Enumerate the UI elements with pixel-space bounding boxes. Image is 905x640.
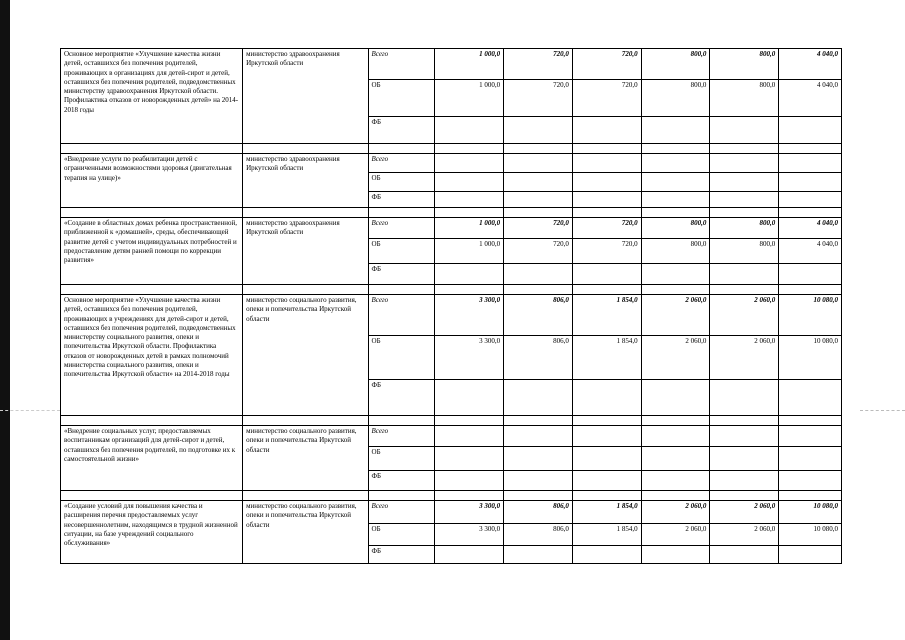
amount-cell: 2 060,0 — [641, 295, 710, 336]
funding-source: ФБ — [368, 471, 435, 491]
amount-cell — [572, 380, 641, 416]
amount-cell — [779, 192, 842, 208]
empty-cell — [368, 416, 435, 426]
amount-cell: 720,0 — [572, 218, 641, 239]
amount-cell — [572, 264, 641, 285]
activity-description: «Внедрение социальных услуг, предоставляемых воспитанникам организаций для детей-сирот и детей, оставшихся без попечения родителей, по подготовке их к самостоятельной жизни» — [61, 426, 243, 491]
empty-cell — [368, 285, 435, 295]
amount-cell — [572, 117, 641, 144]
empty-cell — [710, 208, 779, 218]
amount-cell: 1 000,0 — [435, 49, 504, 80]
table-row — [61, 218, 842, 239]
funding-source: Всего — [368, 154, 435, 173]
amount-cell: 1 854,0 — [572, 295, 641, 336]
amount-cell — [710, 546, 779, 564]
funding-source: ОБ — [368, 447, 435, 471]
amount-cell: 4 040,0 — [779, 239, 842, 264]
empty-cell — [641, 144, 710, 154]
amount-cell: 806,0 — [504, 295, 573, 336]
funding-source: ОБ — [368, 524, 435, 546]
amount-cell: 1 854,0 — [572, 524, 641, 546]
amount-cell — [572, 154, 641, 173]
amount-cell — [710, 380, 779, 416]
amount-cell — [779, 380, 842, 416]
amount-cell — [504, 264, 573, 285]
amount-cell — [504, 471, 573, 491]
amount-cell: 806,0 — [504, 336, 573, 380]
amount-cell — [435, 192, 504, 208]
activity-description: «Создание условий для повышения качества и расширения перечня предоставляемых услуг несовершеннолетним, находящимся в трудной жизненной ситуации, на базе учреждений социального обслуживания» — [61, 501, 243, 564]
amount-cell: 806,0 — [504, 524, 573, 546]
amount-cell — [641, 426, 710, 447]
amount-cell — [504, 447, 573, 471]
amount-cell — [710, 192, 779, 208]
amount-cell — [641, 117, 710, 144]
amount-cell — [641, 154, 710, 173]
amount-cell: 720,0 — [572, 49, 641, 80]
empty-cell — [243, 285, 368, 295]
amount-cell — [641, 447, 710, 471]
responsible-organization: министерство социального развития, опеки и попечительства Иркутской области — [243, 426, 368, 491]
responsible-organization: министерство социального развития, опеки и попечительства Иркутской области — [243, 501, 368, 564]
amount-cell — [504, 154, 573, 173]
empty-cell — [435, 416, 504, 426]
amount-cell — [572, 546, 641, 564]
funding-source: ФБ — [368, 117, 435, 144]
amount-cell: 10 080,0 — [779, 524, 842, 546]
empty-cell — [572, 208, 641, 218]
amount-cell — [572, 471, 641, 491]
empty-cell — [779, 208, 842, 218]
amount-cell — [435, 264, 504, 285]
amount-cell: 1 854,0 — [572, 336, 641, 380]
amount-cell — [572, 192, 641, 208]
amount-cell: 2 060,0 — [641, 524, 710, 546]
activity-description: Основное мероприятие «Улучшение качества жизни детей, оставшихся без попечения родителей, проживающих в организациях для детей-сирот и детей, оставшихся без попечения родителей, подведомственных министерству здравоохранения Иркутской области. Профилактика отказов от новорожденных детей» на 2014-2018 годы — [61, 49, 243, 144]
activity-description: «Внедрение услуги по реабилитации детей с ограниченными возможностями здоровья (двигательная терапия на улице)» — [61, 154, 243, 208]
amount-cell — [504, 546, 573, 564]
table-row — [61, 426, 842, 447]
amount-cell — [641, 471, 710, 491]
amount-cell — [779, 447, 842, 471]
amount-cell: 2 060,0 — [710, 524, 779, 546]
empty-cell — [504, 416, 573, 426]
empty-cell — [435, 208, 504, 218]
empty-cell — [779, 285, 842, 295]
empty-cell — [710, 285, 779, 295]
amount-cell: 2 060,0 — [641, 501, 710, 524]
empty-cell — [710, 416, 779, 426]
amount-cell: 800,0 — [641, 80, 710, 117]
amount-cell: 1 000,0 — [435, 218, 504, 239]
amount-cell: 2 060,0 — [710, 501, 779, 524]
empty-cell — [779, 144, 842, 154]
empty-cell — [572, 416, 641, 426]
funding-source: ФБ — [368, 192, 435, 208]
empty-cell — [61, 416, 243, 426]
funding-source: Всего — [368, 426, 435, 447]
amount-cell — [710, 264, 779, 285]
amount-cell — [435, 154, 504, 173]
amount-cell — [779, 426, 842, 447]
activity-description: Основное мероприятие «Улучшение качества жизни детей, оставшихся без попечения родителей, проживающих в учреждениях для детей-сирот и детей, оставшихся без попечения родителей, подведомственных министерству социального развития, опеки и попечительства Иркутской области. Профилактика отказов от новорожденных детей в рамках полномочий министерства социального развития, опеки и попечительства Иркутской области» на 2014-2018 годы — [61, 295, 243, 416]
amount-cell: 4 040,0 — [779, 80, 842, 117]
amount-cell — [572, 173, 641, 192]
amount-cell — [435, 173, 504, 192]
empty-cell — [368, 208, 435, 218]
amount-cell — [710, 154, 779, 173]
amount-cell — [572, 426, 641, 447]
amount-cell: 4 040,0 — [779, 218, 842, 239]
amount-cell — [504, 173, 573, 192]
responsible-organization: министерство здравоохранения Иркутской области — [243, 218, 368, 285]
empty-cell — [61, 491, 243, 501]
amount-cell — [779, 117, 842, 144]
funding-source: Всего — [368, 49, 435, 80]
scan-artifact — [860, 410, 905, 411]
empty-cell — [710, 144, 779, 154]
amount-cell — [504, 426, 573, 447]
empty-cell — [435, 491, 504, 501]
amount-cell: 720,0 — [572, 80, 641, 117]
amount-cell: 720,0 — [504, 80, 573, 117]
table-row — [61, 154, 842, 173]
table-row — [61, 49, 842, 80]
amount-cell: 3 300,0 — [435, 295, 504, 336]
funding-source: ОБ — [368, 239, 435, 264]
scan-edge — [0, 0, 10, 640]
funding-source: ОБ — [368, 173, 435, 192]
funding-source: Всего — [368, 218, 435, 239]
amount-cell — [779, 471, 842, 491]
block-separator — [61, 491, 842, 501]
amount-cell — [779, 264, 842, 285]
amount-cell — [435, 447, 504, 471]
amount-cell — [779, 173, 842, 192]
table-row — [61, 295, 842, 336]
funding-source: Всего — [368, 295, 435, 336]
funding-source: ФБ — [368, 546, 435, 564]
table-row — [61, 501, 842, 524]
amount-cell — [504, 192, 573, 208]
empty-cell — [504, 285, 573, 295]
empty-cell — [504, 144, 573, 154]
responsible-organization: министерство социального развития, опеки и попечительства Иркутской области — [243, 295, 368, 416]
empty-cell — [61, 208, 243, 218]
amount-cell — [710, 426, 779, 447]
amount-cell: 3 300,0 — [435, 524, 504, 546]
empty-cell — [61, 144, 243, 154]
amount-cell — [435, 471, 504, 491]
funding-source: Всего — [368, 501, 435, 524]
block-separator — [61, 144, 842, 154]
amount-cell — [710, 447, 779, 471]
amount-cell: 800,0 — [641, 239, 710, 264]
funding-source: ОБ — [368, 336, 435, 380]
amount-cell — [710, 117, 779, 144]
empty-cell — [710, 491, 779, 501]
empty-cell — [779, 416, 842, 426]
amount-cell — [710, 173, 779, 192]
amount-cell: 800,0 — [641, 49, 710, 80]
amount-cell — [435, 117, 504, 144]
scan-artifact — [0, 410, 60, 411]
funding-table — [60, 48, 842, 564]
empty-cell — [61, 285, 243, 295]
empty-cell — [641, 491, 710, 501]
amount-cell: 2 060,0 — [710, 336, 779, 380]
block-separator — [61, 416, 842, 426]
amount-cell: 10 080,0 — [779, 295, 842, 336]
empty-cell — [572, 285, 641, 295]
empty-cell — [243, 416, 368, 426]
empty-cell — [368, 491, 435, 501]
amount-cell: 1 000,0 — [435, 239, 504, 264]
responsible-organization: министерство здравоохранения Иркутской области — [243, 49, 368, 144]
amount-cell: 800,0 — [710, 218, 779, 239]
empty-cell — [504, 491, 573, 501]
amount-cell — [435, 546, 504, 564]
empty-cell — [641, 416, 710, 426]
amount-cell: 720,0 — [504, 218, 573, 239]
amount-cell: 800,0 — [641, 218, 710, 239]
amount-cell: 720,0 — [504, 239, 573, 264]
empty-cell — [641, 285, 710, 295]
amount-cell — [641, 192, 710, 208]
funding-source: ОБ — [368, 80, 435, 117]
empty-cell — [504, 208, 573, 218]
amount-cell: 4 040,0 — [779, 49, 842, 80]
amount-cell — [435, 426, 504, 447]
amount-cell — [504, 117, 573, 144]
activity-description: «Создание в областных домах ребенка пространственной, приближенной к «домашней», среды, обеспечивающей развитие детей с учетом индивидуальных потребностей и предоставление детям ранней помощи по коррекции развития» — [61, 218, 243, 285]
responsible-organization: министерство здравоохранения Иркутской области — [243, 154, 368, 208]
amount-cell — [641, 380, 710, 416]
amount-cell: 2 060,0 — [641, 336, 710, 380]
amount-cell: 800,0 — [710, 80, 779, 117]
amount-cell — [641, 546, 710, 564]
empty-cell — [641, 208, 710, 218]
amount-cell — [572, 447, 641, 471]
block-separator — [61, 208, 842, 218]
amount-cell — [435, 380, 504, 416]
amount-cell: 1 000,0 — [435, 80, 504, 117]
empty-cell — [368, 144, 435, 154]
amount-cell — [641, 173, 710, 192]
empty-cell — [435, 144, 504, 154]
amount-cell: 800,0 — [710, 239, 779, 264]
empty-cell — [243, 144, 368, 154]
amount-cell — [779, 546, 842, 564]
empty-cell — [572, 491, 641, 501]
empty-cell — [243, 208, 368, 218]
amount-cell: 10 080,0 — [779, 501, 842, 524]
amount-cell: 10 080,0 — [779, 336, 842, 380]
amount-cell: 1 854,0 — [572, 501, 641, 524]
amount-cell: 3 300,0 — [435, 336, 504, 380]
amount-cell: 720,0 — [504, 49, 573, 80]
empty-cell — [243, 491, 368, 501]
amount-cell: 800,0 — [710, 49, 779, 80]
amount-cell — [504, 380, 573, 416]
empty-cell — [435, 285, 504, 295]
empty-cell — [572, 144, 641, 154]
amount-cell: 720,0 — [572, 239, 641, 264]
funding-source: ФБ — [368, 264, 435, 285]
amount-cell: 2 060,0 — [710, 295, 779, 336]
funding-source: ФБ — [368, 380, 435, 416]
amount-cell — [641, 264, 710, 285]
amount-cell — [779, 154, 842, 173]
amount-cell — [710, 471, 779, 491]
empty-cell — [779, 491, 842, 501]
amount-cell: 3 300,0 — [435, 501, 504, 524]
block-separator — [61, 285, 842, 295]
amount-cell: 806,0 — [504, 501, 573, 524]
